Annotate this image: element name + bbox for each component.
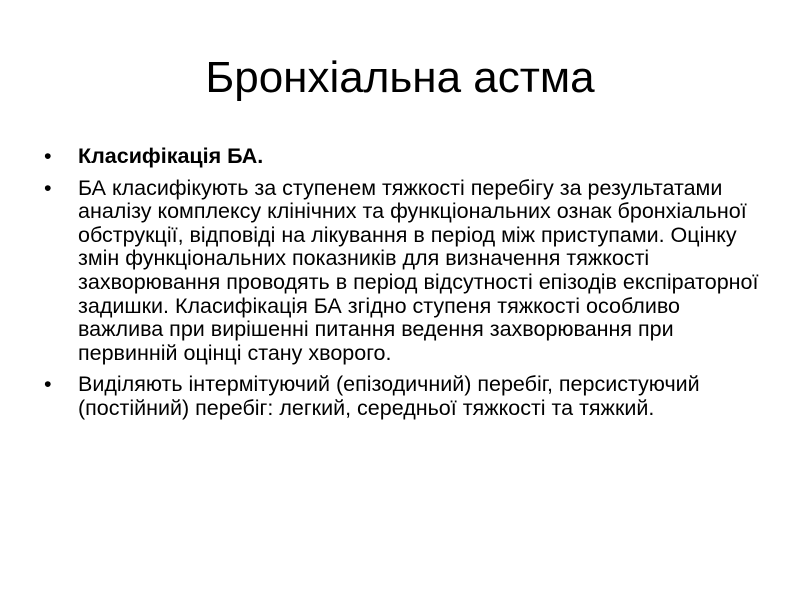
bullet-list	[44, 145, 764, 429]
bullet-text: Виділяють інтермітуючий (епізодичний) перебіг, персистуючий (постійний) перебіг: легкий, середньої тяжкості та тяжкий.	[78, 372, 700, 420]
slide-title: Бронхіальна астма	[205, 53, 595, 102]
bullet-item-course-types	[44, 373, 764, 420]
bullet-icon: •	[44, 372, 52, 397]
bullet-icon: •	[44, 175, 52, 200]
bullet-icon: •	[44, 144, 52, 168]
bullet-text: Класифікація БА.	[78, 144, 264, 168]
bullet-text: БА класифікують за ступенем тяжкості перебігу за результатами аналізу комплексу клінічних та функціональних ознак бронхіальної обструкції, відповіді на лікування в період між приступами. Оцінку змін функціональних показників для визначення тяжкості захворювання проводять в період відсутності епізодів експіраторної задишки. Класифікація БА згідно ступеня тяжкості особливо важлива при вирішенні питання ведення захворювання при первинній оцінці стану хворого.	[78, 175, 759, 365]
bullet-item-heading	[44, 145, 764, 169]
bullet-item-classification	[44, 177, 764, 366]
